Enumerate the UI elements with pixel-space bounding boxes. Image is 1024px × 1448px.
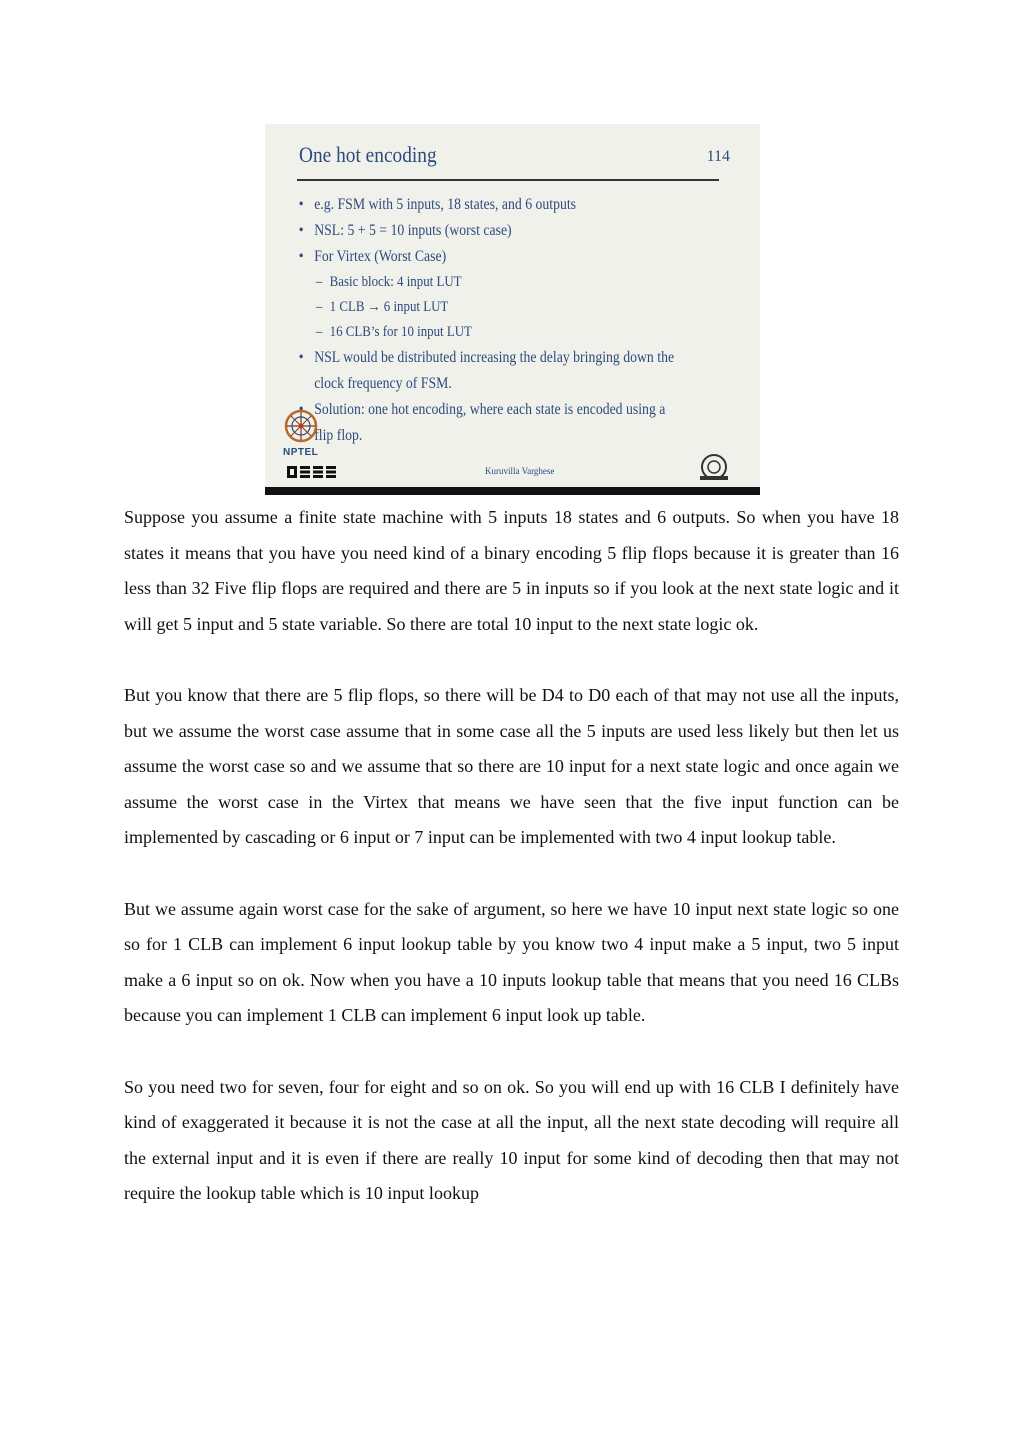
slide-bullet: • For Virtex (Worst Case) <box>297 244 744 270</box>
lecture-slide-image <box>265 124 760 495</box>
slide-bullet-continuation: flip flop. <box>314 427 363 444</box>
dese-logo-icon <box>287 465 337 479</box>
institute-logo-icon <box>697 452 731 482</box>
slide-bullet: • e.g. FSM with 5 inputs, 18 states, and 6 outputs <box>297 192 744 218</box>
transcript-paragraph: So you need two for seven, four for eight and so on ok. So you will end up with 16 CLB I definitely have kind of exaggerated it because it is not the case at all the input, all the next state decoding will require all the external input and it is even if there are really 10 input for some kind of decoding then that may not require the lookup table which is 10 input lookup <box>124 1076 899 1204</box>
slide-title-rule <box>297 179 719 181</box>
slide-bullet-list <box>297 192 727 449</box>
slide-sub-bullet: – 16 CLB’s for 10 input LUT <box>297 320 760 345</box>
slide-author: Kuruvilla Varghese <box>485 466 555 476</box>
transcript-paragraph: Suppose you assume a finite state machine with 5 inputs 18 states and 6 outputs. So when you have 18 states it means that you have you need kind of a binary encoding 5 flip flops because it is greater than 16 less than 32 Five flip flops are required and there are 5 in inputs so if you look at the next state logic and it will get 5 input and 5 state variable. So there are total 10 input to the next state logic ok. <box>124 507 899 634</box>
transcript-paragraph: But you know that there are 5 flip flops, so there will be D4 to D0 each of that may not use all the inputs, but we assume the worst case assume that in some case all the 5 inputs are used less likely but then let us assume the worst case so and we assume that so there are 10 input for a next state logic and once again we assume the worst case in the Virtex that means we have seen that the five input function can be implemented by cascading or 6 input or 7 input can be implemented with two 4 input lookup table. <box>124 684 899 848</box>
transcript-body <box>124 500 899 1247</box>
slide-bullet: • Solution: one hot encoding, where each state is encoded using a <box>297 397 744 423</box>
slide-number: 114 <box>706 148 730 165</box>
slide-bullet: • NSL: 5 + 5 = 10 inputs (worst case) <box>297 218 744 244</box>
slide-sub-bullet: – Basic block: 4 input LUT <box>297 270 760 295</box>
slide-bottom-bar <box>265 487 760 495</box>
nptel-label: NPTEL <box>283 447 319 458</box>
slide-bullet-continuation: clock frequency of FSM. <box>314 375 452 392</box>
slide-sub-bullet: – 1 CLB → 6 input LUT <box>297 295 760 320</box>
transcript-paragraph: But we assume again worst case for the sake of argument, so here we have 10 input next state logic so one so for 1 CLB can implement 6 input lookup table by you know two 4 input make a 5 input, two 5 input make a 6 input so on ok. Now when you have a 10 inputs lookup table that means that you need 16 CLBs because you can implement 1 CLB can implement 6 input look up table. <box>124 898 899 1026</box>
slide-title: One hot encoding <box>299 142 437 167</box>
slide-bullet: • NSL would be distributed increasing the delay bringing down the <box>297 345 744 371</box>
